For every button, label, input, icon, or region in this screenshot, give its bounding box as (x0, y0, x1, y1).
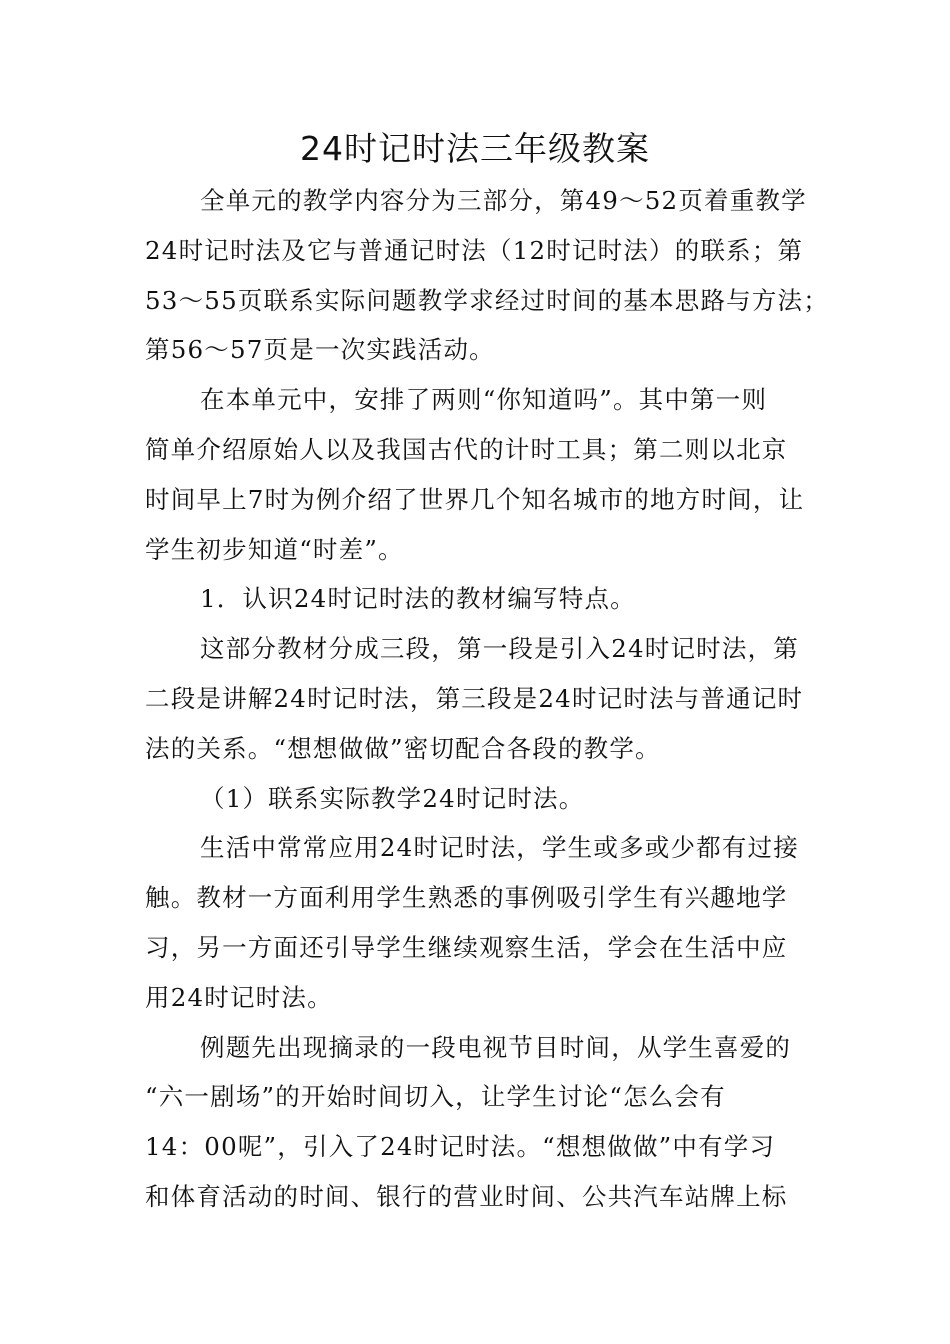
paragraph (145, 176, 829, 375)
text-line: 用24时记时法。 (145, 982, 333, 1012)
text-line: 在本单元中，安排了两则“你知道吗”。其中第一则 (200, 385, 768, 415)
text-line: 14：00呢”，引入了24时记时法。“想想做做”中有学习 (145, 1132, 776, 1162)
text-line: 1．认识24时记时法的教材编写特点。 (200, 584, 636, 614)
subsection-heading (145, 774, 807, 824)
text-line: “六一剧场”的开始时间切入，让学生讨论“怎么会有 (145, 1082, 726, 1112)
text-line: 习，另一方面还引导学生继续观察生活，学会在生活中应 (145, 932, 788, 962)
text-line: 这部分教材分成三段，第一段是引入24时记时法，第 (200, 634, 799, 664)
text-line: 学生初步知道“时差”。 (145, 534, 404, 564)
paragraph (145, 823, 807, 1022)
text-line: 触。教材一方面利用学生熟悉的事例吸引学生有兴趣地学 (145, 883, 788, 913)
text-line: （1）联系实际教学24时记时法。 (200, 783, 585, 813)
text-line: 第56～57页是一次实践活动。 (145, 335, 495, 365)
text-line: 二段是讲解24时记时法，第三段是24时记时法与普通记时 (145, 683, 804, 713)
text-line: 生活中常常应用24时记时法，学生或多或少都有过接 (200, 833, 799, 863)
text-line: 全单元的教学内容分为三部分，第49～52页着重教学 (200, 186, 807, 215)
section-heading (145, 574, 807, 624)
text-line: 简单介绍原始人以及我国古代的计时工具；第二则以北京 (145, 434, 788, 464)
text-line: 法的关系。“想想做做”密切配合各段的教学。 (145, 733, 661, 763)
text-line: 53～55页联系实际问题教学求经过时间的基本思路与方法； (145, 285, 829, 315)
document-title: 24时记时法三年级教案 (300, 129, 650, 168)
text-line: 和体育活动的时间、银行的营业时间、公共汽车站牌上标 (145, 1181, 788, 1211)
document-body (145, 176, 829, 1222)
text-line: 时间早上7时为例介绍了世界几个知名城市的地方时间，让 (145, 484, 805, 514)
paragraph (145, 375, 807, 574)
text-line: 24时记时法及它与普通记时法（12时记时法）的联系；第 (145, 235, 804, 265)
text-line: 例题先出现摘录的一段电视节目时间，从学生喜爱的 (200, 1032, 792, 1062)
paragraph (145, 1023, 807, 1222)
paragraph (145, 624, 807, 773)
